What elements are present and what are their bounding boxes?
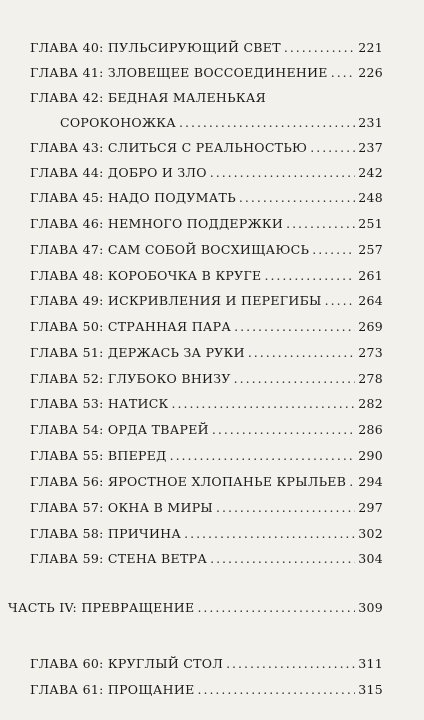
toc-entry-page: 269 — [358, 319, 383, 334]
toc-entry — [30, 396, 383, 411]
toc-part-title: ЧАСТЬ IV: ПРЕВРАЩЕНИЕ — [8, 600, 195, 615]
leader-dots — [264, 268, 355, 283]
toc-entry-title: ГЛАВА 60: КРУГЛЫЙ СТОЛ — [30, 656, 224, 671]
toc-entry-title: ГЛАВА 43: СЛИТЬСЯ С РЕАЛЬНОСТЬЮ — [30, 140, 308, 155]
toc-entry-page: 311 — [358, 656, 383, 671]
toc-entry-title: ГЛАВА 42: БЕДНАЯ МАЛЕНЬКАЯ — [30, 90, 266, 105]
toc-entry — [30, 190, 383, 205]
leader-dots — [331, 65, 356, 80]
toc-entry-page: 297 — [358, 500, 383, 515]
toc-entry-title: ГЛАВА 49: ИСКРИВЛЕНИЯ И ПЕРЕГИБЫ — [30, 293, 322, 308]
leader-dots — [210, 165, 355, 180]
leader-dots — [184, 526, 355, 541]
toc-entry-page: 264 — [358, 293, 383, 308]
leader-dots — [286, 216, 355, 231]
toc-entry-page: 290 — [358, 448, 383, 463]
toc-entry — [30, 551, 383, 566]
leader-dots — [310, 140, 355, 155]
toc-entry-title-continued: СОРОКОНОЖКА — [60, 115, 177, 130]
toc-entry-title: ГЛАВА 44: ДОБРО И ЗЛО — [30, 165, 207, 180]
toc-entry — [30, 140, 383, 155]
toc-entry-title: ГЛАВА 50: СТРАННАЯ ПАРА — [30, 319, 232, 334]
toc-entry-page: 231 — [358, 115, 383, 130]
toc-entry-title: ГЛАВА 47: САМ СОБОЙ ВОСХИЩАЮСЬ — [30, 242, 310, 257]
leader-dots — [212, 422, 355, 437]
toc-entry — [30, 319, 383, 334]
toc-entry — [30, 165, 383, 180]
toc-entry — [30, 682, 383, 697]
leader-dots — [216, 500, 355, 515]
toc-entry-page: 251 — [358, 216, 383, 231]
toc-part-entry — [8, 600, 383, 615]
leader-dots — [210, 551, 355, 566]
toc-entry — [30, 242, 383, 257]
toc-entry — [30, 293, 383, 308]
leader-dots — [349, 474, 355, 489]
leader-dots — [312, 242, 355, 257]
leader-dots — [284, 40, 355, 55]
toc-entry — [30, 65, 383, 80]
toc-entry-page: 242 — [358, 165, 383, 180]
toc-entry — [30, 474, 383, 489]
toc-entry-title: ГЛАВА 53: НАТИСК — [30, 396, 169, 411]
toc-entry-title: ГЛАВА 40: ПУЛЬСИРУЮЩИЙ СВЕТ — [30, 40, 281, 55]
toc-entry-page: 278 — [358, 371, 383, 386]
toc-entry-title: ГЛАВА 48: КОРОБОЧКА В КРУГЕ — [30, 268, 262, 283]
toc-entry — [30, 500, 383, 515]
leader-dots — [172, 396, 356, 411]
toc-entry-title: ГЛАВА 46: НЕМНОГО ПОДДЕРЖКИ — [30, 216, 284, 231]
toc-entry-title: ГЛАВА 58: ПРИЧИНА — [30, 526, 182, 541]
toc-entry-page: 315 — [358, 682, 383, 697]
toc-entry-page: 226 — [358, 65, 383, 80]
leader-dots — [239, 190, 355, 205]
toc-entry-page: 257 — [358, 242, 383, 257]
toc-entry-title: ГЛАВА 55: ВПЕРЕД — [30, 448, 167, 463]
toc-entry-title: ГЛАВА 61: ПРОЩАНИЕ — [30, 682, 195, 697]
toc-entry — [30, 40, 383, 55]
toc-entry-page: 261 — [358, 268, 383, 283]
leader-dots — [179, 115, 355, 130]
toc-entry — [30, 216, 383, 231]
leader-dots — [234, 371, 356, 386]
toc-entry-title: ГЛАВА 59: СТЕНА ВЕТРА — [30, 551, 208, 566]
toc-entry — [30, 448, 383, 463]
toc-entry-page: 286 — [358, 422, 383, 437]
leader-dots — [198, 682, 356, 697]
toc-entry-line1 — [30, 90, 383, 105]
toc-entry-title: ГЛАВА 57: ОКНА В МИРЫ — [30, 500, 214, 515]
toc-entry-page: 294 — [358, 474, 383, 489]
toc-entry-title: ГЛАВА 51: ДЕРЖАСЬ ЗА РУКИ — [30, 345, 245, 360]
toc-entry-page: 302 — [358, 526, 383, 541]
toc-entry-page: 273 — [358, 345, 383, 360]
toc-entry-title: ГЛАВА 41: ЗЛОВЕЩЕЕ ВОССОЕДИНЕНИЕ — [30, 65, 328, 80]
leader-dots — [170, 448, 356, 463]
toc-entry — [30, 656, 383, 671]
leader-dots — [226, 656, 355, 671]
toc-entry — [30, 422, 383, 437]
toc-entry — [30, 371, 383, 386]
toc-entry-title: ГЛАВА 54: ОРДА ТВАРЕЙ — [30, 422, 209, 437]
toc-entry-title: ГЛАВА 56: ЯРОСТНОЕ ХЛОПАНЬЕ КРЫЛЬЕВ — [30, 474, 347, 489]
leader-dots — [234, 319, 355, 334]
toc-entry-line2 — [60, 115, 383, 130]
toc-entry — [30, 268, 383, 283]
toc-entry — [30, 526, 383, 541]
toc-entry-page: 248 — [358, 190, 383, 205]
toc-entry-page: 282 — [358, 396, 383, 411]
toc-part-page: 309 — [358, 600, 383, 615]
toc-entry-title: ГЛАВА 52: ГЛУБОКО ВНИЗУ — [30, 371, 231, 386]
toc-entry-page: 237 — [358, 140, 383, 155]
leader-dots — [325, 293, 356, 308]
leader-dots — [248, 345, 355, 360]
leader-dots — [197, 600, 355, 615]
toc-entry-page: 221 — [358, 40, 383, 55]
toc-entry-title: ГЛАВА 45: НАДО ПОДУМАТЬ — [30, 190, 236, 205]
toc-entry-page: 304 — [358, 551, 383, 566]
toc-entry — [30, 345, 383, 360]
